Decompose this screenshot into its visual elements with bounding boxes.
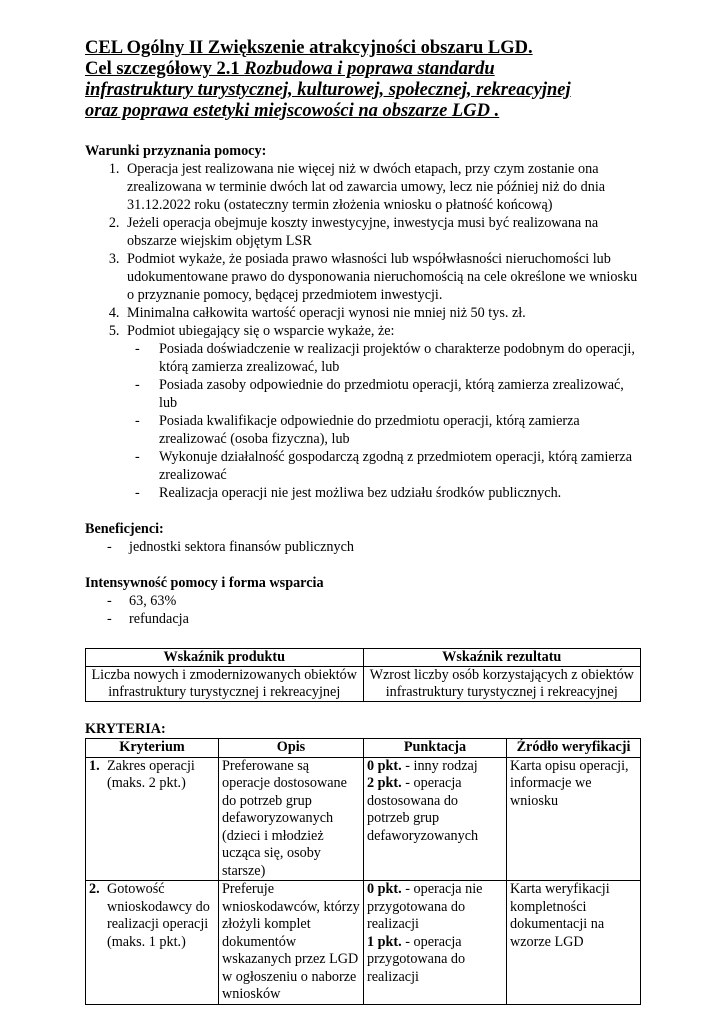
heading-line-4 — [85, 101, 645, 122]
score-option-points: 0 pkt. — [367, 757, 402, 774]
heading-line-1: CEL Ogólny II Zwiększenie atrakcyjności obszaru LGD. — [85, 38, 533, 58]
criterion-name: Gotowość wnioskodawcy do realizacji operacji (maks. 1 pkt.) — [107, 881, 210, 950]
product-indicator-header: Wskaźnik produktu — [86, 649, 364, 667]
beneficiaries-title: Beneficjenci: — [85, 521, 164, 537]
intensity-list — [85, 592, 645, 628]
intensity-item: - 63, 63% — [107, 592, 645, 610]
beneficiaries-section — [85, 520, 645, 556]
intensity-item: - refundacja — [107, 610, 645, 628]
criteria-header-punktacja: Punktacja — [364, 739, 507, 758]
condition-subitem: - Realizacja operacji nie jest możliwa bez udziału środków publicznych. — [135, 484, 645, 502]
condition-item: 1. Operacja jest realizowana nie więcej niż w dwóch etapach, przy czym zostanie ona zrealizowana w terminie dwóch lat od zawarcia umowy, lecz nie później niż do dnia 31.12.2022 roku (ostateczny termin złożenia wniosku o płatność końcową) — [123, 160, 645, 214]
criteria-header-row — [86, 739, 641, 758]
criterion-number: 2. — [89, 881, 100, 897]
document-heading — [85, 38, 645, 122]
criterion-description: Preferuje wnioskodawców, którzy złożyli komplet dokumentów wskazanych przez LGD w ogłoszeniu o naborze wniosków — [219, 881, 364, 1005]
criteria-table — [85, 738, 641, 1005]
criterion-name-cell — [86, 881, 219, 1005]
indicators-value-row — [86, 667, 641, 702]
criteria-section — [85, 720, 645, 1005]
heading-line-2-italic: Rozbudowa i poprawa standardu — [244, 59, 495, 79]
intensity-section — [85, 574, 645, 628]
criterion-source: Karta weryfikacji kompletności dokumentacji na wzorze LGD — [507, 881, 641, 1005]
intensity-title: Intensywność pomocy i forma wsparcia — [85, 575, 324, 591]
result-indicator-header: Wskaźnik rezultatu — [363, 649, 641, 667]
condition-sublist — [85, 340, 645, 502]
criterion-source: Karta opisu operacji, informacje we wniosku — [507, 757, 641, 881]
score-option-text: - inny rodzaj — [401, 757, 478, 774]
condition-subitem: - Wykonuje działalność gospodarczą zgodną z przedmiotem operacji, którą zamierza zrealizować — [135, 448, 645, 484]
criterion-score — [364, 757, 507, 881]
score-option-points: 0 pkt. — [367, 881, 402, 897]
heading-line-3-text: infrastruktury turystycznej, kulturowej, społecznej, rekreacyjnej — [85, 80, 571, 100]
beneficiaries-list — [85, 538, 645, 556]
heading-line-4-text: oraz poprawa estetyki miejscowości na obszarze LGD . — [85, 101, 500, 121]
condition-item: 4. Minimalna całkowita wartość operacji wynosi nie mniej niż 50 tys. zł. — [123, 304, 645, 322]
condition-item-text: Podmiot ubiegający się o wsparcie wykaże, że: — [127, 323, 395, 339]
criterion-description: Preferowane są operacje dostosowane do potrzeb grup defaworyzowanych (dzieci i młodzież ucząca się, osoby starsze) — [219, 757, 364, 881]
score-option-points: 2 pkt. — [367, 775, 402, 791]
condition-item: 3. Podmiot wykaże, że posiada prawo własności lub współwłasności nieruchomości lub udokumentowane prawo do dysponowania nieruchomością na cele określone we wniosku o przyznanie pomocy, będącej przedmiotem inwestycji. — [123, 250, 645, 304]
criteria-header-opis: Opis — [219, 739, 364, 758]
indicators-table — [85, 648, 641, 702]
criterion-name-cell — [86, 757, 219, 881]
criteria-row — [86, 757, 641, 881]
score-option-text: - operacja przygotowana do realizacji — [367, 933, 466, 985]
result-indicator-value: Wzrost liczby osób korzystających z obiektów infrastruktury turystycznej i rekreacyjnej — [363, 667, 641, 702]
product-indicator-value: Liczba nowych i zmodernizowanych obiektów infrastruktury turystycznej i rekreacyjnej — [86, 667, 364, 702]
document-page — [85, 38, 645, 1005]
score-option-text: - operacja dostosowana do potrzeb grup defaworyzowanych — [367, 775, 479, 844]
condition-subitem: - Posiada zasoby odpowiednie do przedmiotu operacji, którą zamierza zrealizować, lub — [135, 376, 645, 412]
criterion-score — [364, 881, 507, 1005]
criterion-number: 1. — [89, 757, 100, 774]
heading-line-2-prefix: Cel szczegółowy 2.1 — [85, 59, 245, 79]
condition-item: 2. Jeżeli operacja obejmuje koszty inwestycyjne, inwestycja musi być realizowana na obszarze wiejskim objętym LSR — [123, 214, 645, 250]
conditions-section — [85, 142, 645, 502]
condition-subitem: - Posiada kwalifikacje odpowiednie do przedmiotu operacji, którą zamierza zrealizować (osoba fizyczna), lub — [135, 412, 645, 448]
criteria-header-kryterium: Kryterium — [86, 739, 219, 758]
score-option-text: - operacja nie przygotowana do realizacji — [367, 881, 483, 932]
criteria-title: KRYTERIA: — [85, 721, 166, 737]
beneficiary-item: - jednostki sektora finansów publicznych — [107, 538, 645, 556]
criterion-name: Zakres operacji (maks. 2 pkt.) — [107, 757, 195, 791]
criteria-row — [86, 881, 641, 1005]
heading-line-3 — [85, 80, 645, 101]
condition-subitem: - Posiada doświadczenie w realizacji projektów o charakterze podobnym do operacji, którą zamierza zrealizować, lub — [135, 340, 645, 376]
condition-item — [123, 322, 645, 502]
conditions-title: Warunki przyznania pomocy: — [85, 143, 267, 159]
score-option-points: 1 pkt. — [367, 933, 402, 950]
conditions-list — [85, 160, 645, 502]
indicators-header-row — [86, 649, 641, 667]
criteria-header-zrodlo: Źródło weryfikacji — [507, 739, 641, 758]
heading-line-2 — [85, 59, 645, 80]
